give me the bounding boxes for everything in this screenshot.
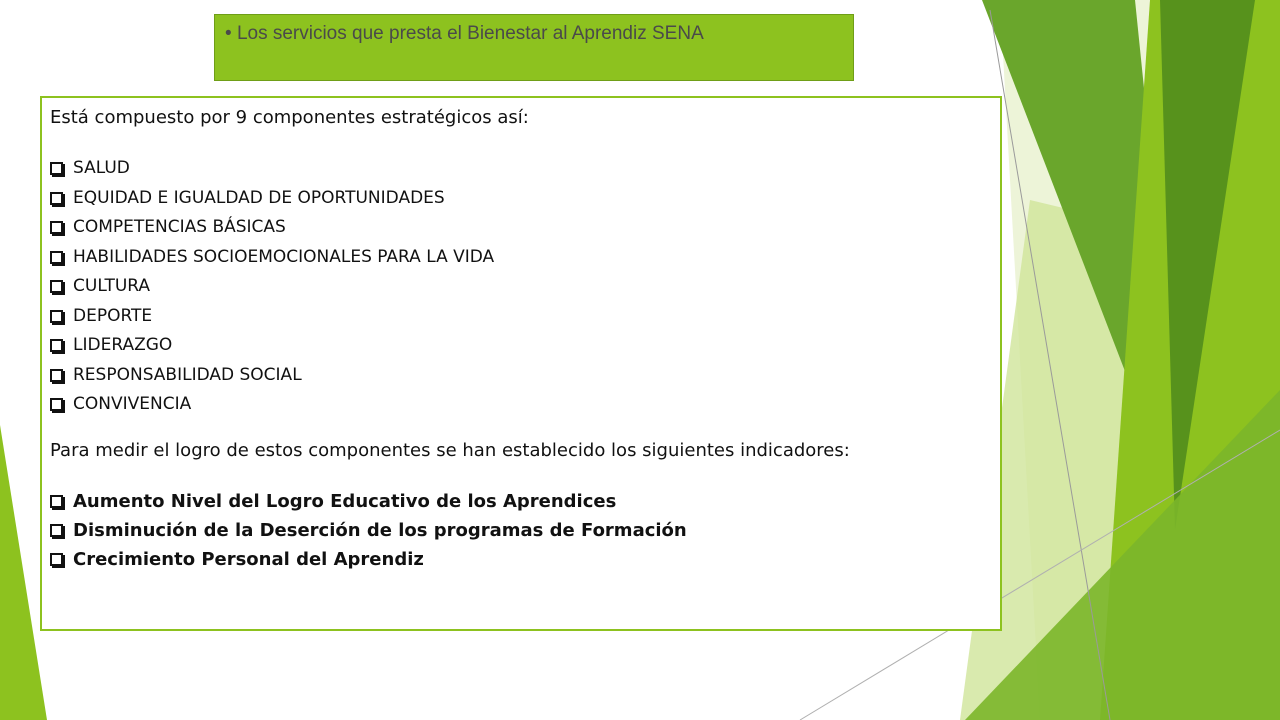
checkbox-square-icon	[50, 369, 63, 382]
component-label: EQUIDAD E IGUALDAD DE OPORTUNIDADES	[73, 187, 445, 208]
intro-text: Está compuesto por 9 componentes estratégicos así:	[50, 107, 529, 128]
title-label: Los servicios que presta el Bienestar al Aprendiz SENA	[236, 23, 704, 44]
list-item	[50, 302, 992, 332]
components-list	[50, 154, 992, 420]
title-bullet: •	[225, 23, 232, 44]
list-item	[50, 184, 992, 214]
checkbox-square-icon	[50, 192, 63, 205]
content-box	[40, 96, 1002, 631]
list-item	[50, 361, 992, 391]
checkbox-square-icon	[50, 280, 63, 293]
list-item	[50, 545, 992, 574]
component-label: CULTURA	[73, 276, 151, 296]
checkbox-square-icon	[50, 524, 63, 537]
indicators-list	[50, 487, 992, 574]
list-item	[50, 272, 992, 302]
list-item	[50, 154, 992, 184]
component-label: SALUD	[73, 158, 130, 178]
component-label: CONVIVENCIA	[73, 394, 192, 414]
indicator-label: Disminución de la Deserción de los programas de Formación	[73, 519, 687, 541]
list-item	[50, 390, 992, 420]
list-item	[50, 213, 992, 243]
indicators-intro-text: Para medir el logro de estos componentes se han establecido los siguientes indicadores:	[50, 439, 850, 461]
title-box	[214, 14, 854, 81]
checkbox-square-icon	[50, 221, 63, 234]
list-item	[50, 331, 992, 361]
list-item	[50, 516, 992, 545]
checkbox-square-icon	[50, 162, 63, 175]
checkbox-square-icon	[50, 495, 63, 508]
component-label: RESPONSABILIDAD SOCIAL	[73, 364, 302, 385]
indicator-label: Crecimiento Personal del Aprendiz	[73, 548, 424, 570]
list-item	[50, 243, 992, 273]
checkbox-square-icon	[50, 398, 63, 411]
list-item	[50, 487, 992, 516]
slide-title	[225, 23, 704, 45]
checkbox-square-icon	[50, 339, 63, 352]
checkbox-square-icon	[50, 553, 63, 566]
checkbox-square-icon	[50, 251, 63, 264]
checkbox-square-icon	[50, 310, 63, 323]
component-label: DEPORTE	[73, 305, 153, 326]
component-label: COMPETENCIAS BÁSICAS	[73, 217, 286, 237]
component-label: HABILIDADES SOCIOEMOCIONALES PARA LA VIDA	[73, 246, 495, 267]
component-label: LIDERAZGO	[73, 335, 173, 355]
indicator-label: Aumento Nivel del Logro Educativo de los Aprendices	[73, 490, 617, 512]
